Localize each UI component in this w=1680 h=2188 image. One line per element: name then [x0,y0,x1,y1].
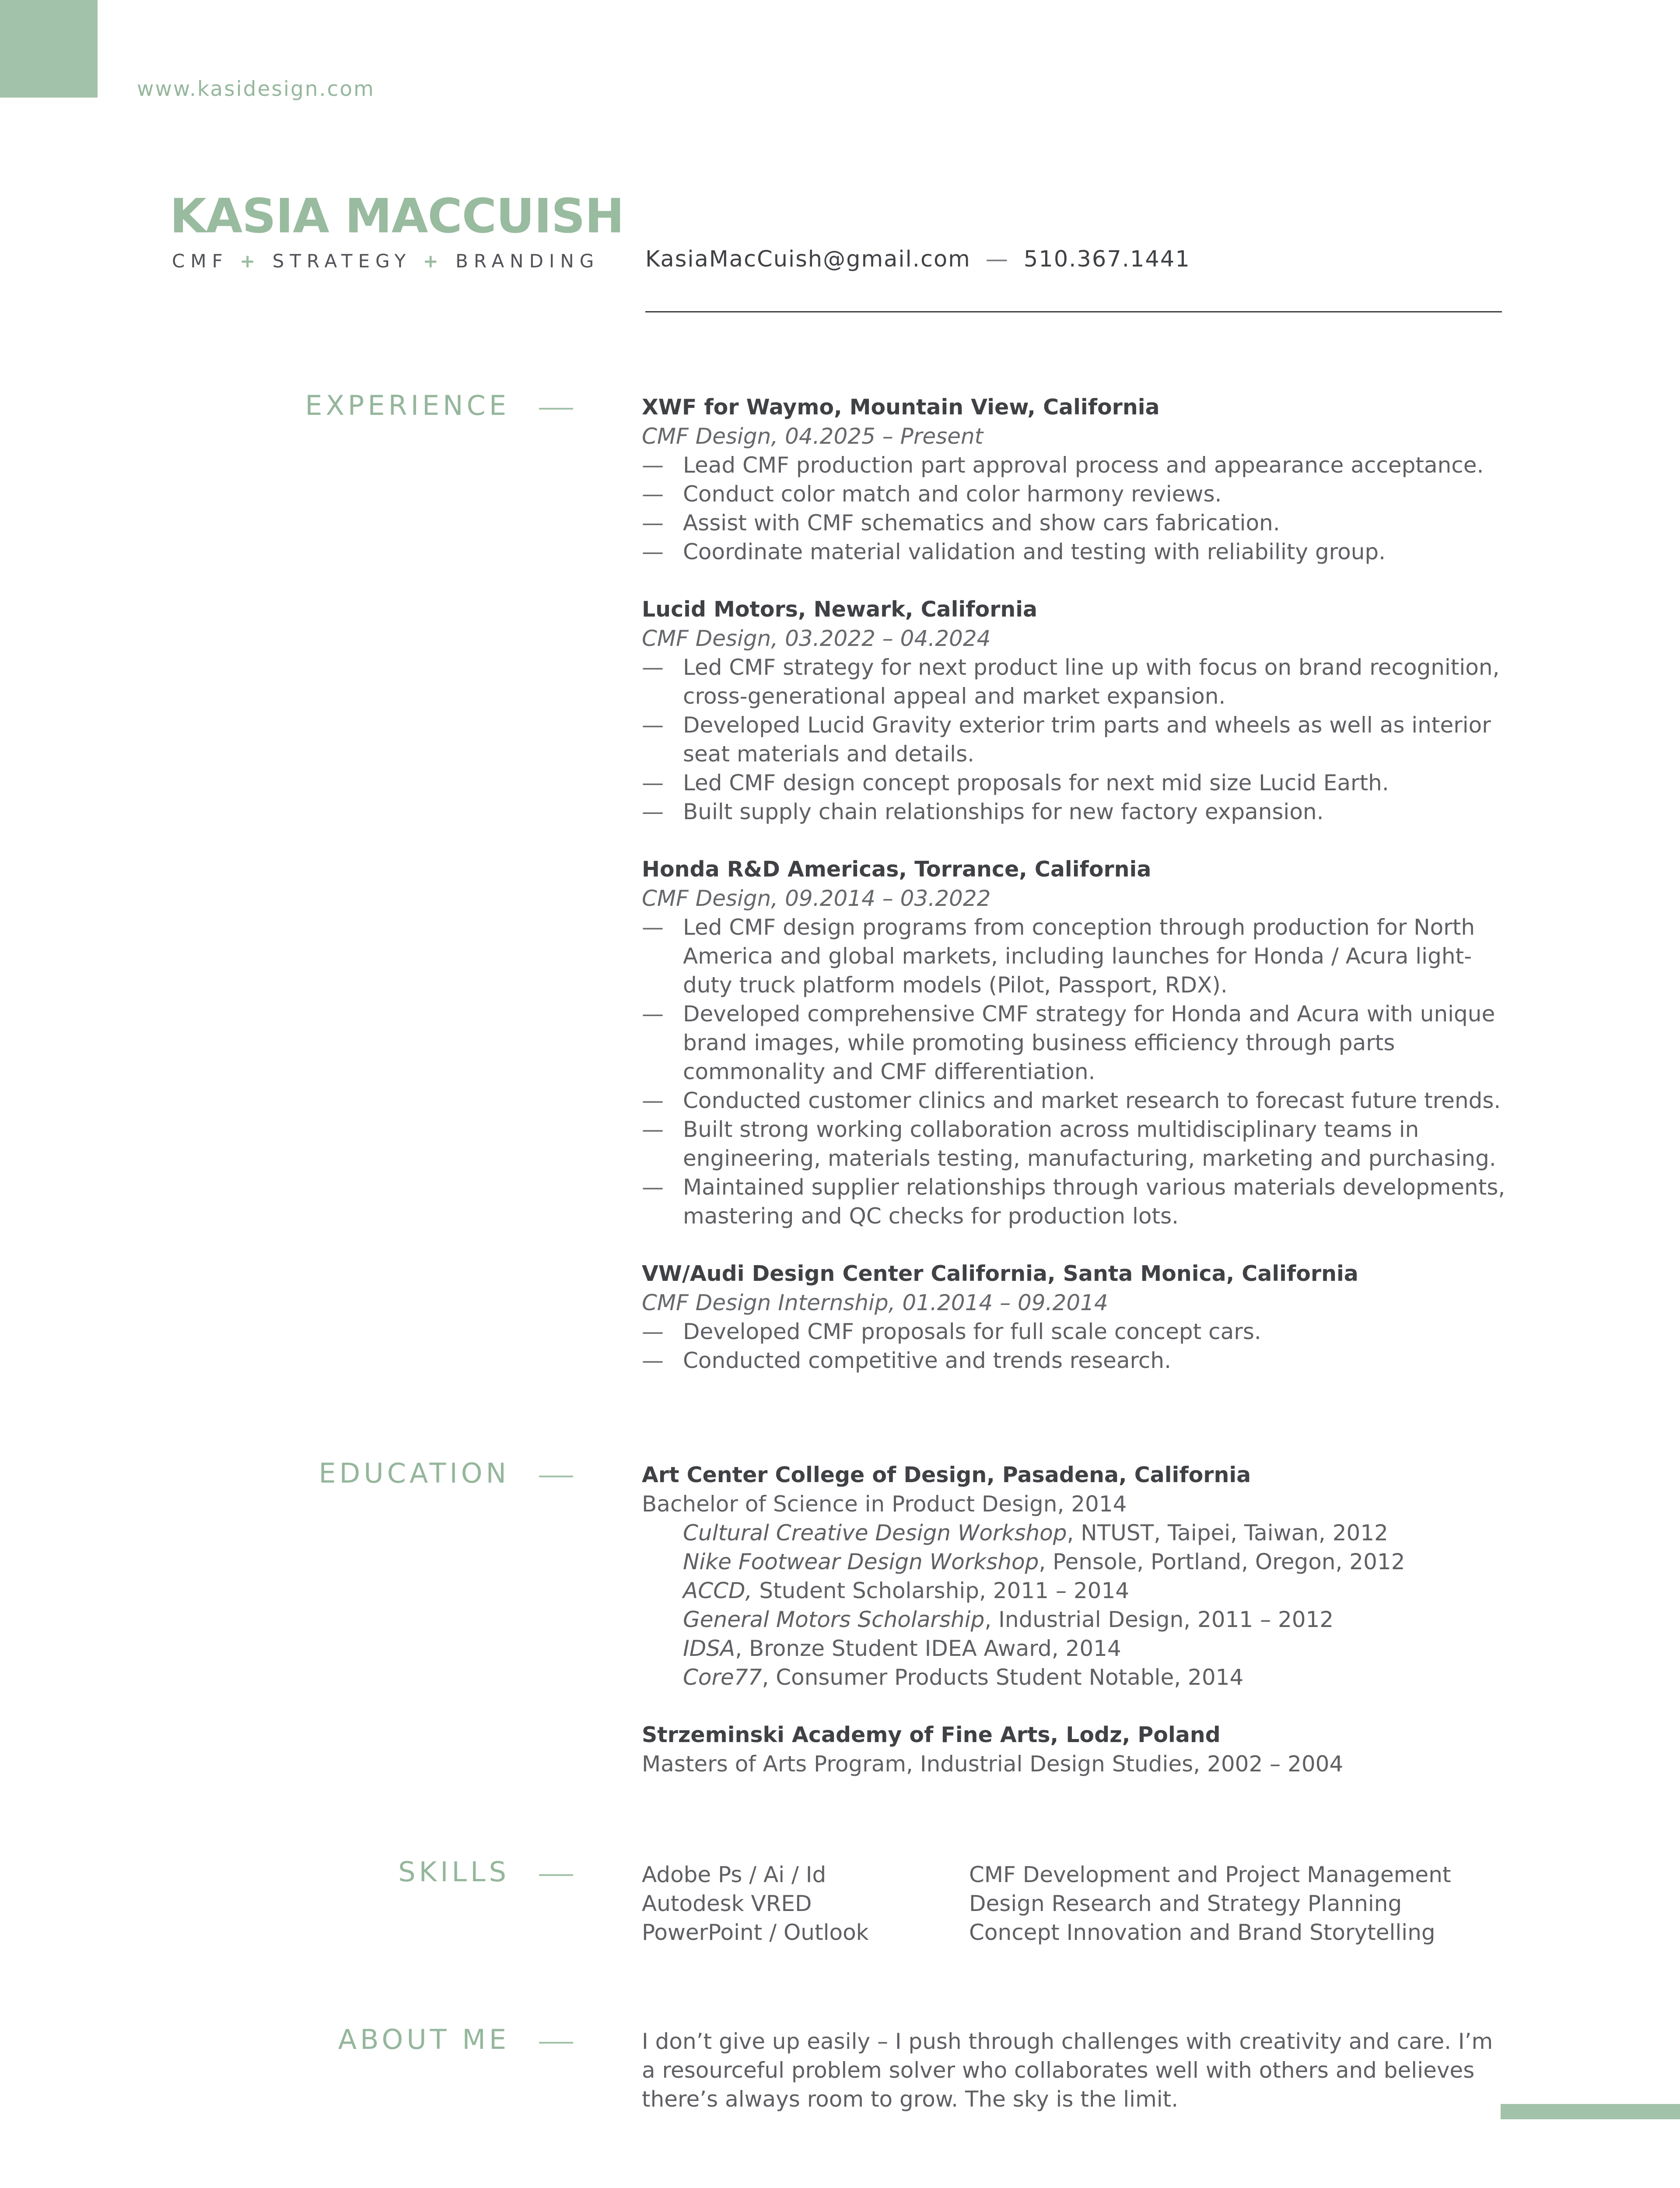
header-divider [645,311,1502,312]
education-award [642,1663,1512,1692]
experience-role: CMF Design, 03.2022 – 04.2024 [642,626,991,651]
skills-column-tools [642,1860,969,1947]
skill-item: PowerPoint / Outlook [642,1920,869,1945]
award-title: IDSA [683,1636,735,1661]
experience-bullet: — Led CMF design concept proposals for next mid size Lucid Earth. [642,768,1512,797]
person-name: KASIA MACCUISH [170,189,624,244]
award-detail: Student Scholarship, 2011 – 2014 [752,1578,1130,1603]
experience-company: XWF for Waymo, Mountain View, California [642,395,1160,420]
phone-number[interactable]: 510.367.1441 [1023,246,1190,272]
section-label-experience: EXPERIENCE [305,389,510,421]
education-school: Art Center College of Design, Pasadena, California [642,1462,1251,1487]
section-label-education: EDUCATION [318,1457,510,1489]
experience-company: VW/Audi Design Center California, Santa Monica, California [642,1261,1358,1286]
experience-bullet: — Led CMF design programs from conception through production for North America and global markets, including launches for Honda / Acura light-duty truck platform models (Pilot, Passport, RDX). [642,913,1512,999]
section-dash [539,1476,573,1477]
tagline-branding: BRANDING [455,250,600,272]
experience-bullet: — Developed Lucid Gravity exterior trim parts and wheels as well as interior seat materials and details. [642,711,1512,768]
award-detail: , Pensole, Portland, Oregon, 2012 [1039,1549,1405,1574]
experience-bullet: — Conducted competitive and trends research. [642,1346,1512,1375]
experience-bullet: — Assist with CMF schematics and show cars fabrication. [642,508,1512,537]
award-detail: , Bronze Student IDEA Award, 2014 [735,1636,1121,1661]
experience-bullet: — Lead CMF production part approval process and appearance acceptance. [642,451,1512,480]
email-link[interactable]: KasiaMacCuish@gmail.com [645,246,971,272]
experience-bullet: — Conducted customer clinics and market research to forecast future trends. [642,1086,1512,1115]
section-dash [539,1874,573,1876]
education-award [642,1634,1512,1663]
experience-role: CMF Design, 04.2025 – Present [642,424,984,449]
education-award [642,1605,1512,1634]
about-text: I don’t give up easily – I push through challenges with creativity and care. I’m a resourceful problem solver who collaborates well with others and believes there’s always room to grow. The sky is the limit. [642,2029,1493,2112]
tagline [172,250,599,272]
education-award [642,1518,1512,1547]
contact-separator: — [985,246,1009,272]
section-dash [539,2042,573,2044]
experience-bullet: — Conduct color match and color harmony reviews. [642,480,1512,508]
experience-role: CMF Design, 09.2014 – 03.2022 [642,886,991,911]
education-award [642,1576,1512,1605]
award-detail: , Consumer Products Student Notable, 2014 [762,1665,1244,1690]
experience-bullet: — Developed comprehensive CMF strategy for Honda and Acura with unique brand images, while promoting business efficiency through parts commonality and CMF differentiation. [642,999,1512,1086]
education-degree: Masters of Arts Program, Industrial Design Studies, 2002 – 2004 [642,1751,1344,1777]
award-title: Nike Footwear Design Workshop [683,1549,1039,1574]
award-title: Core77 [683,1665,762,1690]
award-title: ACCD, [683,1578,752,1603]
website-link[interactable]: www.kasidesign.com [137,77,375,101]
skill-item: Design Research and Strategy Planning [969,1891,1402,1916]
award-detail: , NTUST, Taipei, Taiwan, 2012 [1067,1520,1388,1546]
education-award [642,1547,1512,1576]
skill-item: Concept Innovation and Brand Storytelling [969,1920,1435,1945]
experience-bullet: — Developed CMF proposals for full scale concept cars. [642,1317,1512,1346]
skills-column-competencies [969,1860,1451,1947]
section-dash [539,408,573,410]
experience-bullet: — Led CMF strategy for next product line up with focus on brand recognition, cross-generational appeal and market expansion. [642,653,1512,711]
experience-entry [642,595,1512,826]
corner-accent-block [0,0,98,98]
award-title: Cultural Creative Design Workshop [683,1520,1067,1546]
section-label-skills: SKILLS [398,1856,510,1888]
experience-company: Lucid Motors, Newark, California [642,597,1038,622]
skill-item: CMF Development and Project Management [969,1862,1451,1887]
experience-list [642,393,1512,1404]
education-list [642,1461,1512,1807]
skill-item: Autodesk VRED [642,1891,812,1916]
skill-item: Adobe Ps / Ai / Id [642,1862,826,1887]
award-title: General Motors Scholarship [683,1607,985,1632]
tagline-strategy: STRATEGY [272,250,412,272]
experience-bullet: — Coordinate material validation and testing with reliability group. [642,537,1512,566]
education-entry [642,1461,1512,1692]
education-school: Strzeminski Academy of Fine Arts, Lodz, Poland [642,1722,1221,1747]
experience-entry [642,1259,1512,1375]
education-entry [642,1721,1512,1778]
education-degree: Bachelor of Science in Product Design, 2014 [642,1491,1127,1517]
contact-line [645,246,1190,272]
skills-list [642,1860,1512,1947]
experience-bullet: — Maintained supplier relationships through various materials developments, mastering and QC checks for production lots. [642,1173,1512,1231]
tagline-cmf: CMF [172,250,228,272]
experience-entry [642,393,1512,566]
section-label-about: ABOUT ME [338,2023,510,2055]
tagline-plus: + [240,250,261,272]
experience-role: CMF Design Internship, 01.2014 – 09.2014 [642,1290,1108,1315]
experience-bullet: — Built strong working collaboration across multidisciplinary teams in engineering, materials testing, manufacturing, marketing and purchasing. [642,1115,1512,1173]
experience-bullet: — Built supply chain relationships for new factory expansion. [642,797,1512,826]
experience-entry [642,855,1512,1231]
tagline-plus: + [423,250,444,272]
award-detail: , Industrial Design, 2011 – 2012 [984,1607,1334,1632]
experience-company: Honda R&D Americas, Torrance, California [642,857,1152,882]
bottom-accent-bar [1501,2104,1680,2119]
